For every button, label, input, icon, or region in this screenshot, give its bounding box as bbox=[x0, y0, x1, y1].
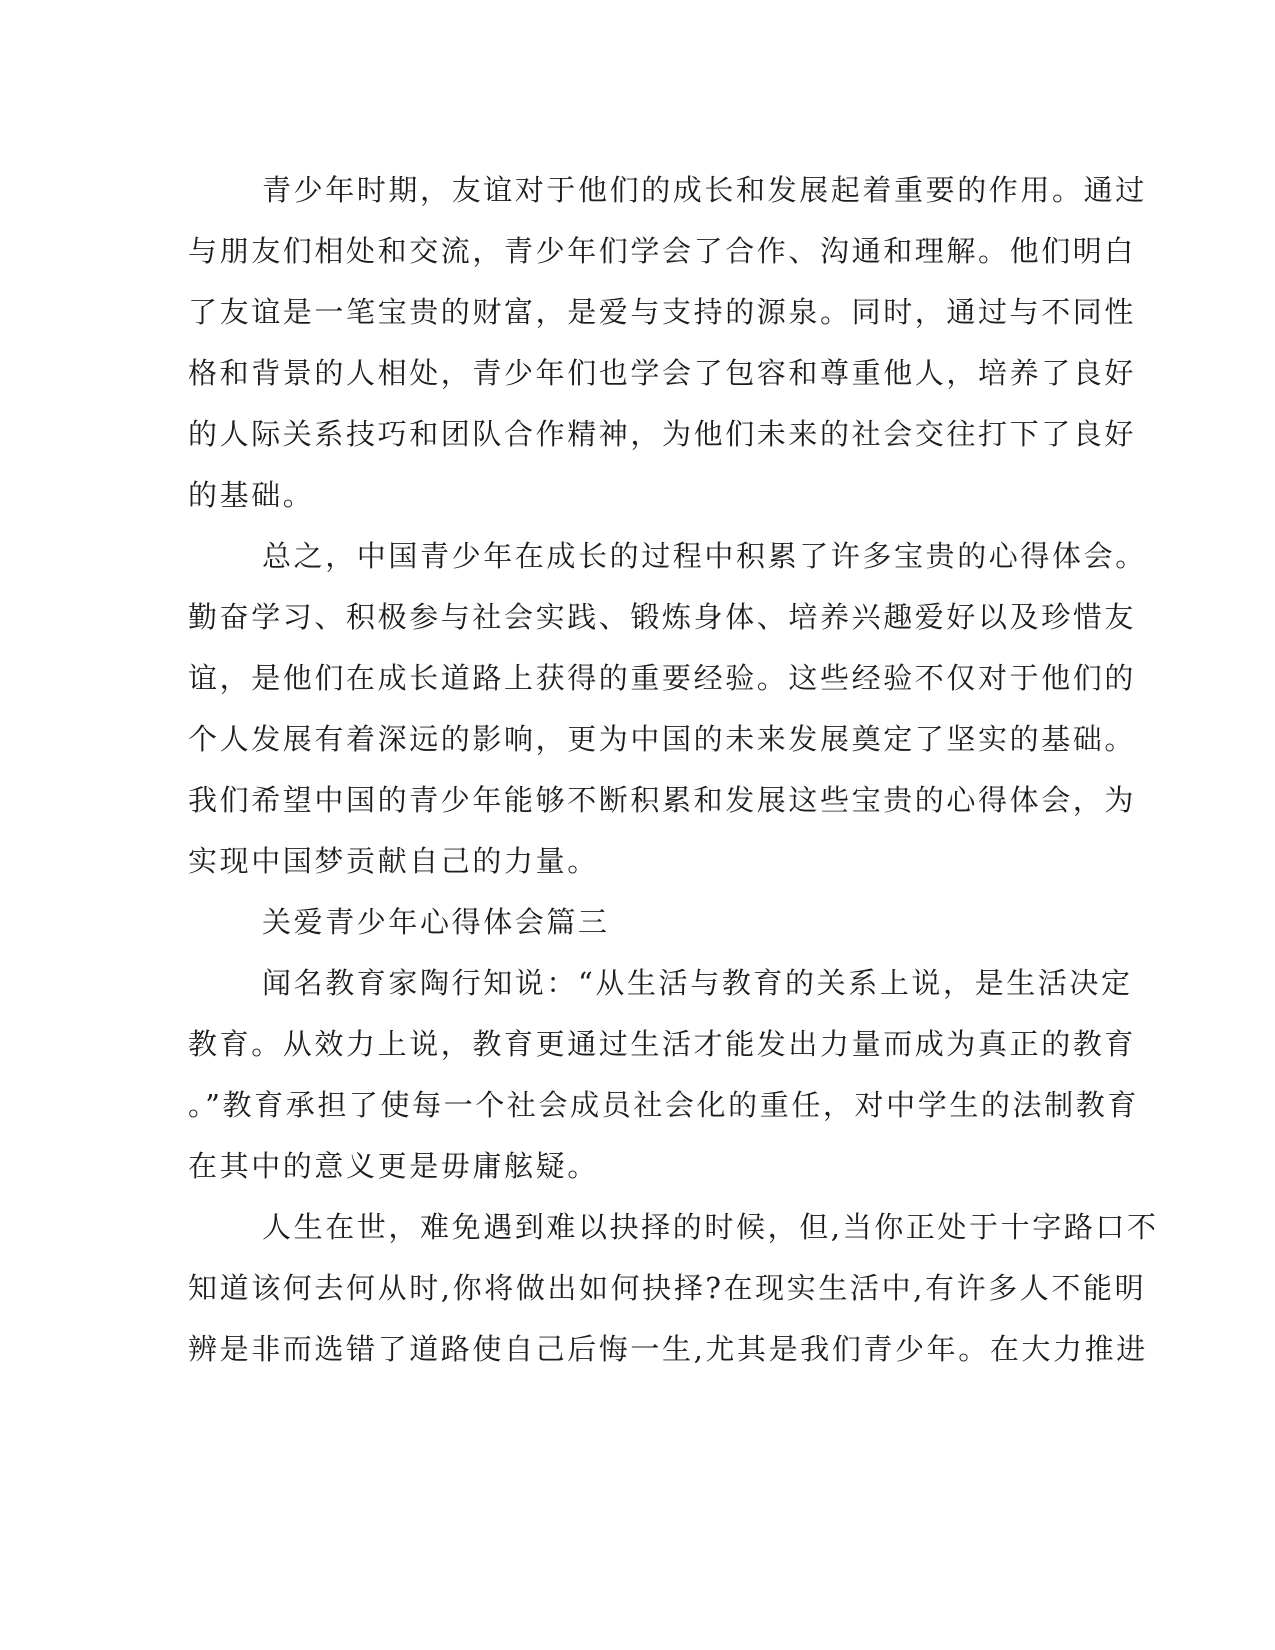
paragraph-line: 的人际关系技巧和团队合作精神，为他们未来的社会交往打下了良好 bbox=[188, 417, 1137, 451]
paragraph-line: 了友谊是一笔宝贵的财富，是爱与支持的源泉。同时，通过与不同性 bbox=[188, 295, 1137, 329]
paragraph-line: 总之，中国青少年在成长的过程中积累了许多宝贵的心得体会。 bbox=[262, 539, 1147, 573]
document-body bbox=[188, 160, 1159, 1380]
paragraph-line: 人生在世，难免遇到难以抉择的时候，但,当你正处于十字路口不 bbox=[262, 1210, 1159, 1244]
paragraph-line: 我们希望中国的青少年能够不断积累和发展这些宝贵的心得体会，为 bbox=[188, 783, 1137, 817]
paragraph-line: 格和背景的人相处，青少年们也学会了包容和尊重他人，培养了良好 bbox=[188, 356, 1137, 390]
paragraph-line: 闻名教育家陶行知说：“从生活与教育的关系上说，是生活决定 bbox=[262, 966, 1133, 1000]
paragraph-line: 知道该何去何从时,你将做出如何抉择?在现实生活中,有许多人不能明 bbox=[188, 1271, 1147, 1305]
paragraph-line: 勤奋学习、积极参与社会实践、锻炼身体、培养兴趣爱好以及珍惜友 bbox=[188, 600, 1137, 634]
paragraph-line: 个人发展有着深远的影响，更为中国的未来发展奠定了坚实的基础。 bbox=[188, 722, 1137, 756]
paragraph-line: 青少年时期，友谊对于他们的成长和发展起着重要的作用。通过 bbox=[262, 173, 1147, 207]
paragraph-line: 与朋友们相处和交流，青少年们学会了合作、沟通和理解。他们明白 bbox=[188, 234, 1137, 268]
section-heading: 关爱青少年心得体会篇三 bbox=[262, 905, 610, 939]
paragraph-line: 谊，是他们在成长道路上获得的重要经验。这些经验不仅对于他们的 bbox=[188, 661, 1137, 695]
paragraph-line: 的基础。 bbox=[188, 478, 315, 512]
paragraph-line: 实现中国梦贡献自己的力量。 bbox=[188, 844, 599, 878]
paragraph-line: 教育。从效力上说，教育更通过生活才能发出力量而成为真正的教育 bbox=[188, 1027, 1137, 1061]
paragraph-line: 辨是非而选错了道路使自己后悔一生,尤其是我们青少年。在大力推进 bbox=[188, 1332, 1148, 1366]
paragraph-line: 。”教育承担了使每一个社会成员社会化的重任，对中学生的法制教育 bbox=[188, 1088, 1139, 1122]
paragraph-line: 在其中的意义更是毋庸舷疑。 bbox=[188, 1149, 599, 1183]
